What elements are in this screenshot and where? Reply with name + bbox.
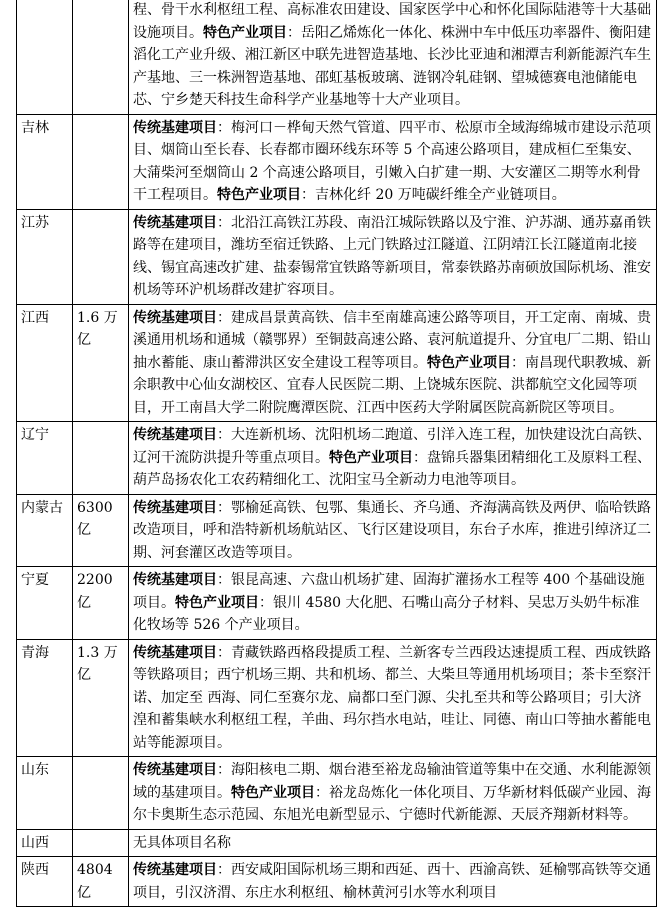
investment-amount-cell: 1.6 万亿 [73,304,129,422]
project-category-label: 传统基建项目 [133,309,217,326]
project-description-cell [129,422,657,495]
investment-amount-cell [73,422,129,495]
table-row [17,857,657,907]
project-category-label: 特色产业项目 [175,594,259,611]
project-category-label: 传统基建项目 [133,214,217,231]
province-cell: 山西 [17,829,73,857]
investment-amount-cell: 4804 亿 [73,857,129,907]
project-category-label: 特色产业项目 [203,24,287,41]
project-description-cell [129,757,657,830]
project-description-cell [129,114,657,209]
table-row [17,567,657,640]
project-category-label: 传统基建项目 [133,572,217,588]
investment-table [16,0,657,907]
table-body [17,0,657,907]
table-row [17,639,657,757]
project-description-cell [129,639,657,757]
project-description-text: ：裕龙岛炼化一体化项目、万华新材料低碳产业园、海尔卡奥斯生态示范园、东旭光电新型显示、宁德时代新能源、天辰齐翔新材料等。 [133,784,651,823]
project-description-text: ：青藏铁路西格段提质工程、兰新客专兰西段达速提质工程、西成铁路等铁路项目；西宁机场三期、共和机场、都兰、大柴旦等通用机场项目；茶卡至察汗诺、加定至 西海、同仁至赛尔龙、扁都口至门源、尖扎至共和等公路项目；引大济湟和蓄集峡水利枢纽工程，羊曲、玛尔挡水电站，哇让、同德、南山口等抽水蓄能电站等能源项目。 [133,644,651,751]
project-description-text: ：建成昌景黄高铁、信丰至南雄高速公路等项目，开工定南、南城、贵溪通用机场和通城（赣鄂界）至铜鼓高速公路、袁河航道提升、分宜电厂二期、铅山抽水蓄能、康山蓄滞洪区安全建设工程等项目。 [133,309,651,371]
investment-amount-cell [73,114,129,209]
project-category-label: 特色产业项目 [217,187,301,203]
province-cell: 江西 [17,304,73,422]
project-description-text: ：银川 4580 大化肥、石嘴山高分子材料、吴忠万头奶牛标准化牧场等 526 个产业项目。 [133,594,640,633]
investment-amount-cell [73,0,129,114]
project-description-text: ：西安咸阳国际机场三期和西延、西十、西渝高铁、延榆鄂高铁等交通项目，引汉济渭、东庄水利枢纽、榆林黄河引水等水利项目 [133,862,651,901]
project-description-text: ：梅河口－桦甸天然气管道、四平市、松原市全域海绵城市建设示范项目、烟筒山至长春、长春都市圈环线东环等 5 个高速公路项目，建成桓仁至集安、大蒲柴河至烟筒山 2 个高速公路项目，引嫩入白扩建一期、大安灌区二期等水利骨干工程项目。 [133,119,651,203]
investment-amount-cell: 2200 亿 [73,567,129,640]
table-row [17,757,657,830]
project-description-cell [129,567,657,640]
project-description-text: ：海阳核电二期、烟台港至裕龙岛输油管道等集中在交通、水利能源领域的基建项目。 [133,762,651,801]
project-description-cell [129,494,657,567]
project-description-text: ：鄂榆延高铁、包鄂、集通长、齐乌通、齐海满高铁及两伊、临哈铁路改造项目，呼和浩特新机场航站区、飞行区建设项目，东台子水库，推进引绰济辽二期、河套灌区改造等项目。 [133,499,651,561]
project-category-label: 传统基建项目 [133,427,217,443]
province-cell: 江苏 [17,209,73,304]
investment-amount-cell: 6300 亿 [73,494,129,567]
project-description-text: 程、骨干水利枢纽工程、高标准农田建设、国家医学中心和怀化国际陆港等十大基础设施项目。 [133,2,651,41]
project-category-label: 传统基建项目 [133,644,217,661]
project-category-label: 特色产业项目 [427,354,511,371]
province-cell: 吉林 [17,114,73,209]
province-cell: 宁夏 [17,567,73,640]
province-cell: 青海 [17,639,73,757]
project-description-text: ：大连新机场、沈阳机场二跑道、引洋入连工程，加快建设沈白高铁、辽河干流防洪提升等重点项目。 [133,427,651,466]
table-row [17,304,657,422]
project-description-text: ：北沿江高铁江苏段、南沿江城际铁路以及宁淮、沪苏湖、通苏嘉甬铁路等在建项目，潍坊至宿迁铁路、上元门铁路过江隧道、江阴靖江长江隧道南北接线、锡宜高速改扩建、盐泰锡常宜铁路等新项目，常泰铁路苏南硕放国际机场、淮安机场等环沪机场群改建扩容项目。 [133,214,651,298]
investment-amount-cell: 1.3 万亿 [73,639,129,757]
project-category-label: 特色产业项目 [231,784,315,801]
project-category-label: 传统基建项目 [133,862,217,878]
table-row [17,114,657,209]
table-row [17,0,657,114]
project-description-cell [129,0,657,114]
investment-amount-cell [73,209,129,304]
province-cell: 陕西 [17,857,73,907]
project-description-cell [129,209,657,304]
table-row [17,209,657,304]
project-category-label: 传统基建项目 [133,762,217,778]
project-description-text: ：南昌现代职教城、新余职教中心仙女湖校区、宜春人民医院二期、上饶城东医院、洪都航空文化园等项目，开工南昌大学二附院鹰潭医院、江西中医药大学附属医院高新院区等项目。 [133,354,651,416]
province-cell: 内蒙古 [17,494,73,567]
table-row [17,422,657,495]
investment-amount-cell [73,829,129,857]
project-category-label: 特色产业项目 [329,449,413,466]
province-cell: 山东 [17,757,73,830]
province-cell: 辽宁 [17,422,73,495]
table-row [17,494,657,567]
project-category-label: 传统基建项目 [133,499,217,516]
project-description-text: ：岳阳乙烯炼化一体化、株洲中车中低压功率器件、衡阳建滔化工产业升级、湘江新区中联先进智造基地、长沙比亚迪和湘潭吉利新能源汽车生产基地、三一株洲智造基地、邵虹基板玻璃、涟钢冷轧硅钢、望城德赛电池储能电芯、宁乡楚天科技生命科学产业基地等十大产业项目。 [133,24,651,108]
province-cell [17,0,73,114]
table-row [17,829,657,857]
project-description-cell [129,304,657,422]
project-description-cell [129,829,657,857]
project-description-text: ：盘锦兵器集团精细化工及原料工程、葫芦岛扬农化工农药精细化工、沈阳宝马全新动力电池等项目。 [133,449,651,488]
investment-amount-cell [73,757,129,830]
project-description-text: ：吉林化纤 20 万吨碳纤维全产业链项目。 [301,187,566,203]
project-category-label: 传统基建项目 [133,119,217,136]
project-description-text: ：银昆高速、六盘山机场扩建、固海扩灌扬水工程等 400 个基础设施项目。 [133,572,645,611]
project-description-cell [129,857,657,907]
project-description-text: 无具体项目名称 [133,834,231,851]
